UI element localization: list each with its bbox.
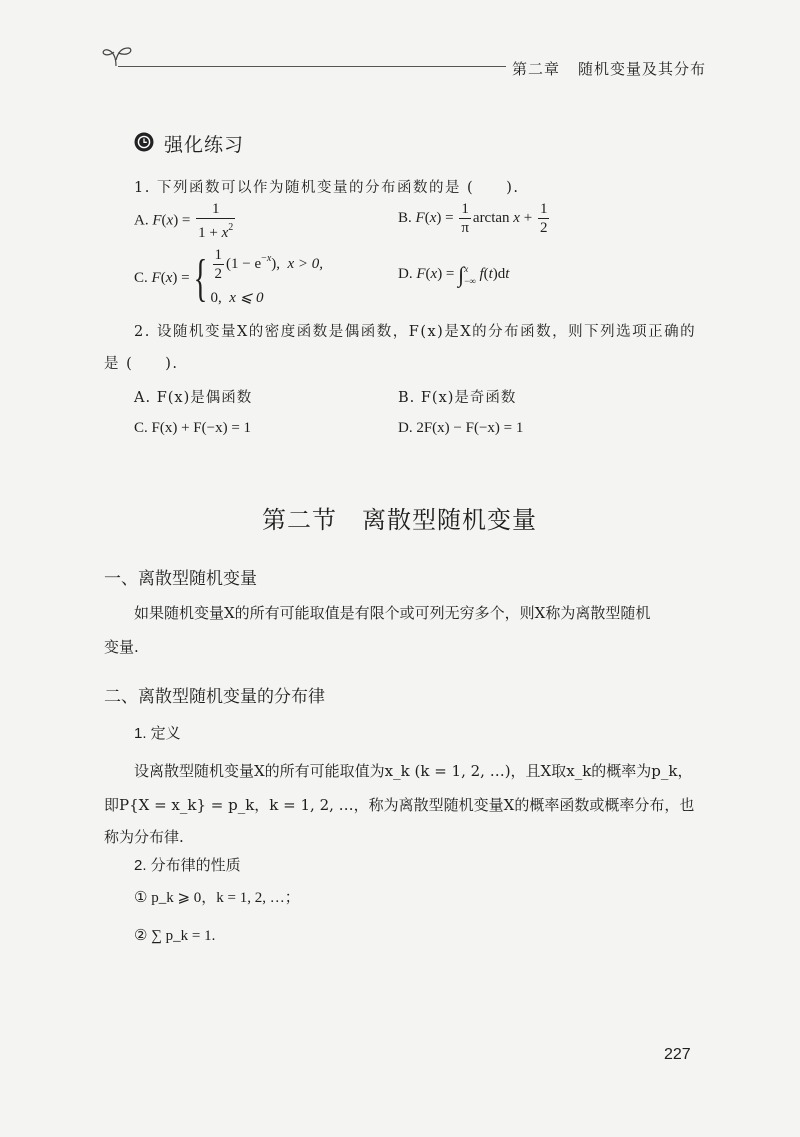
paragraph-1-line1: 如果随机变量X的所有可能取值是有限个或可列无穷多个，则X称为离散型随机 — [134, 604, 651, 622]
header-chapter: 第二章 — [512, 61, 561, 78]
q1-option-b: B. F(x) = $\frac{1}{\pi}$ arctan x + $\frac{1}{2}$ — [398, 201, 548, 236]
heading-1: 一、离散型随机变量 — [104, 569, 257, 588]
q1-c-label: C. — [134, 269, 148, 286]
q2-stem-line1: 2. 设随机变量X的密度函数是偶函数，F(x)是X的分布函数，则下列选项正确的 — [134, 324, 697, 340]
property-2: ② ∑ p_k = 1. — [134, 928, 216, 944]
sprout-icon — [100, 42, 134, 68]
subheading-properties: 2. 分布律的性质 — [134, 857, 241, 874]
q2-option-b: B. F(x)是奇函数 — [398, 390, 517, 406]
header-rule — [118, 66, 506, 67]
paragraph-1-line2: 变量. — [104, 638, 139, 656]
section-title: 第二节 离散型随机变量 — [262, 507, 537, 534]
paragraph-2-line3: 称为分布律. — [104, 828, 184, 846]
q2-option-c: C. F(x) + F(−x) = 1 — [134, 420, 252, 436]
property-1: ① p_k ⩾ 0，k = 1, 2, …； — [134, 890, 300, 906]
q1-c-cond2: x ⩽ 0 — [229, 290, 264, 307]
q1-option-c: C. F(x) ={ $\frac{1}{2}$ $(1 - e^{-x})$, x > 0, 0, x ⩽ 0 — [134, 247, 324, 307]
q2-option-a: A. F(x)是偶函数 — [134, 390, 253, 406]
q1-d-label: D. — [398, 266, 413, 282]
paragraph-2-line1: 设离散型随机变量X的所有可能取值为x_k (k = 1, 2, …)，且X取x_k的概率为p_k， — [134, 762, 693, 780]
header-title: 随机变量及其分布 — [578, 61, 707, 78]
q1-option-a: A. F(x) = $\frac{1}{1 + x^2}$ — [134, 201, 234, 241]
subheading-definition: 1. 定义 — [134, 725, 181, 742]
q1-stem: 1. 下列函数可以作为随机变量的分布函数的是 ( ). — [134, 180, 520, 196]
paragraph-2-line2: 即P{X = x_k} = p_k，k = 1, 2, …，称为离散型随机变量X的概率函数或概率分布，也 — [104, 796, 695, 814]
q1-b-label: B. — [398, 209, 412, 226]
q2-stem-line2: 是 ( ). — [104, 356, 179, 372]
q1-c-cond1: x > 0, — [287, 256, 324, 272]
heading-2: 二、离散型随机变量的分布律 — [104, 687, 325, 706]
q1-option-d: D. F(x) = ∫x −∞ f(t)dt — [398, 262, 510, 287]
page-number: 227 — [664, 1046, 691, 1063]
clock-icon — [134, 132, 154, 152]
q1-a-label: A. — [134, 212, 149, 229]
practice-title: 强化练习 — [164, 135, 245, 156]
q2-option-d: D. 2F(x) − F(−x) = 1 — [398, 420, 524, 436]
